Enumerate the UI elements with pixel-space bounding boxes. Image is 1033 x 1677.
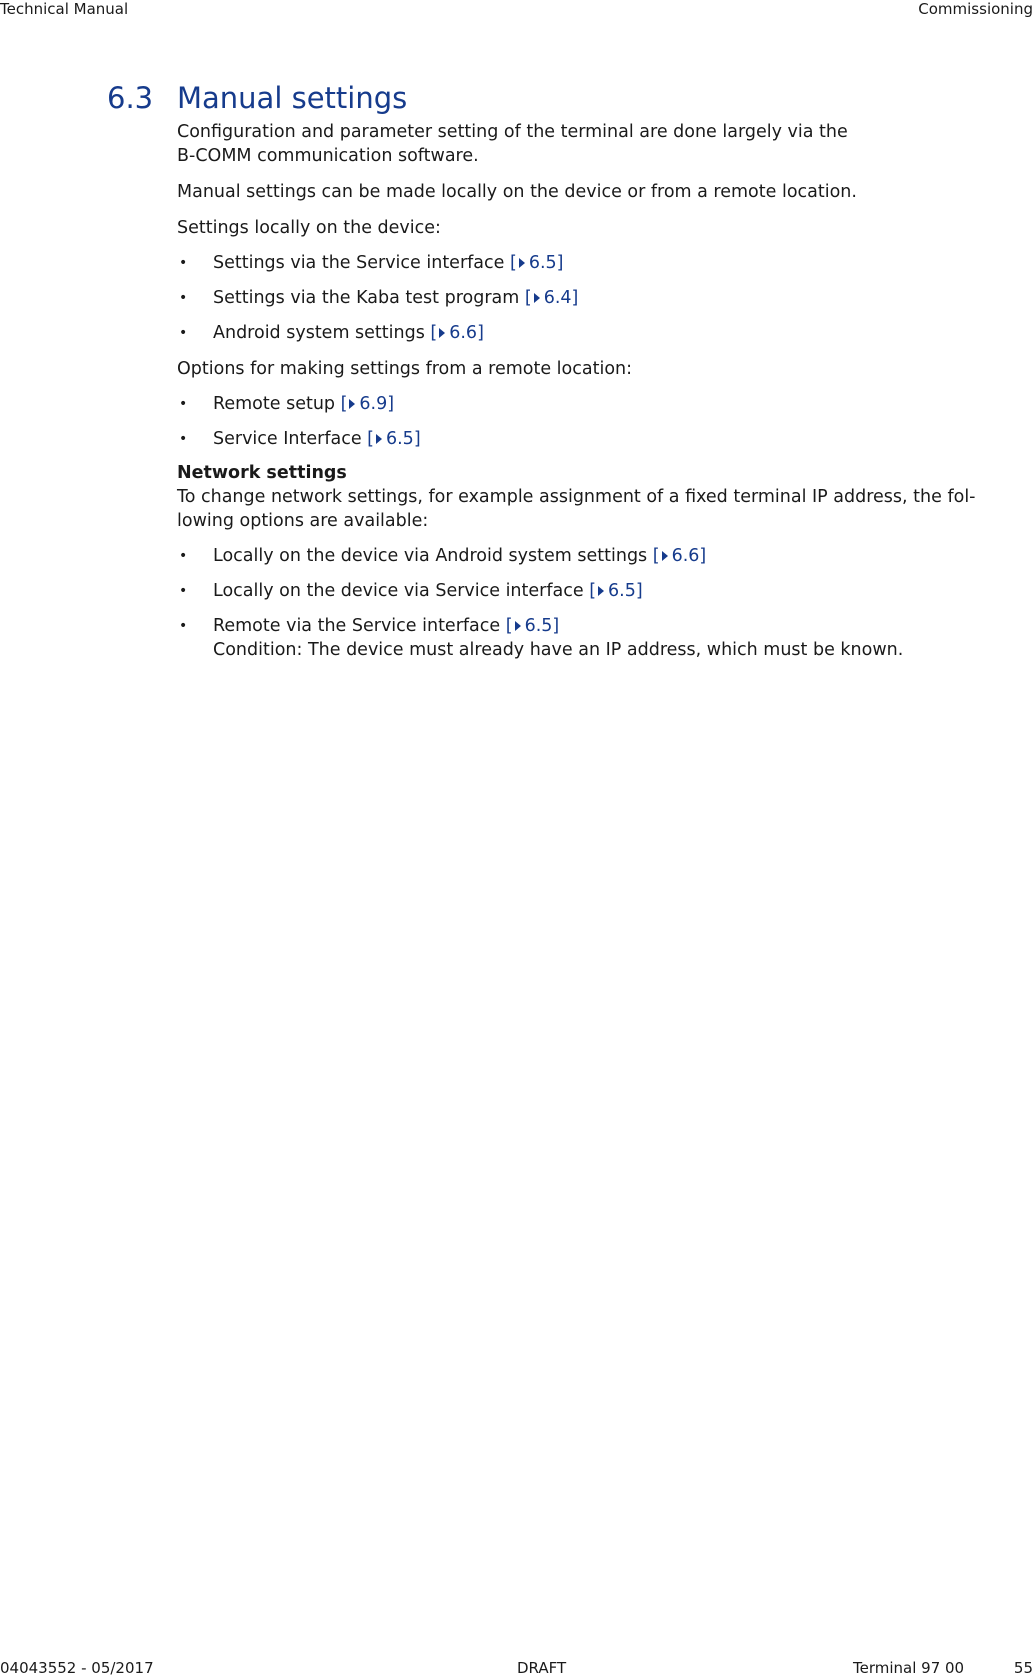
intro-paragraph [177,120,1007,168]
footer-product: Terminal 97 00 [853,1659,965,1677]
triangle-right-icon [515,621,521,631]
section-title-text: Manual settings [177,81,408,116]
local-settings-list [177,251,1007,345]
triangle-right-icon [439,328,445,338]
cross-reference-link[interactable]: [ 6.6] [430,323,484,343]
list-item-text: Remote via the Service interface [213,616,506,636]
cross-reference-link[interactable]: [ 6.6] [652,546,707,566]
footer-status: DRAFT [517,1659,567,1677]
triangle-right-icon [598,586,604,596]
manual-settings-paragraph: Manual settings can be made locally on the device or from a remote location. [177,182,857,202]
cross-reference-link[interactable]: [ 6.5] [505,616,560,636]
list-item-text: Locally on the device via Android system settings [213,546,653,566]
list-item [177,427,1007,451]
triangle-right-icon [376,434,382,444]
cross-reference-link[interactable]: [ 6.5] [589,581,643,601]
network-settings-heading: Network settings [177,463,347,483]
cross-reference-link[interactable]: [ 6.5] [509,253,564,273]
list-item [177,251,1007,275]
list-item [177,544,1007,568]
remote-settings-heading: Options for making settings from a remote location: [177,359,633,379]
network-line-2: lowing options are available: [177,511,429,531]
triangle-right-icon [534,293,540,303]
triangle-right-icon [349,399,355,409]
remote-settings-list [177,392,1007,451]
section-body [177,120,1007,662]
running-header-left: Technical Manual [0,0,129,18]
list-item-text: Settings via the Service interface [213,253,510,273]
list-item [177,579,1007,603]
list-item [177,286,1007,310]
condition-note: Condition: The device must already have an IP address, which must be known. [213,640,904,660]
triangle-right-icon [519,258,525,268]
section-number: 6.3 [107,81,154,116]
network-settings-list [177,544,1007,662]
list-item-text: Locally on the device via Service interface [213,581,590,601]
list-item [177,392,1007,416]
intro-line-2: B-COMM communication software. [177,146,479,166]
list-item-text: Service Interface [213,429,368,449]
footer-page-number: 55 [1013,1659,1033,1677]
list-item-text: Remote setup [213,394,341,414]
intro-line-1: Configuration and parameter setting of the terminal are done largely via the [177,122,848,142]
network-line-1: To change network settings, for example assignment of a fixed terminal IP address, the fol- [177,487,976,507]
network-settings-paragraph [177,485,1007,533]
local-settings-heading: Settings locally on the device: [177,218,441,238]
cross-reference-link[interactable]: [ 6.4] [524,288,579,308]
list-item-text: Settings via the Kaba test program [213,288,525,308]
section-title [107,79,407,117]
cross-reference-link[interactable]: [ 6.9] [340,394,395,414]
cross-reference-link[interactable]: [ 6.5] [367,429,421,449]
footer-document-number: 04043552 - 05/2017 [0,1659,154,1677]
list-item [177,614,1007,662]
triangle-right-icon [662,551,668,561]
list-item [177,321,1007,345]
list-item-text: Android system settings [213,323,431,343]
running-header-right: Commissioning [918,0,1033,18]
